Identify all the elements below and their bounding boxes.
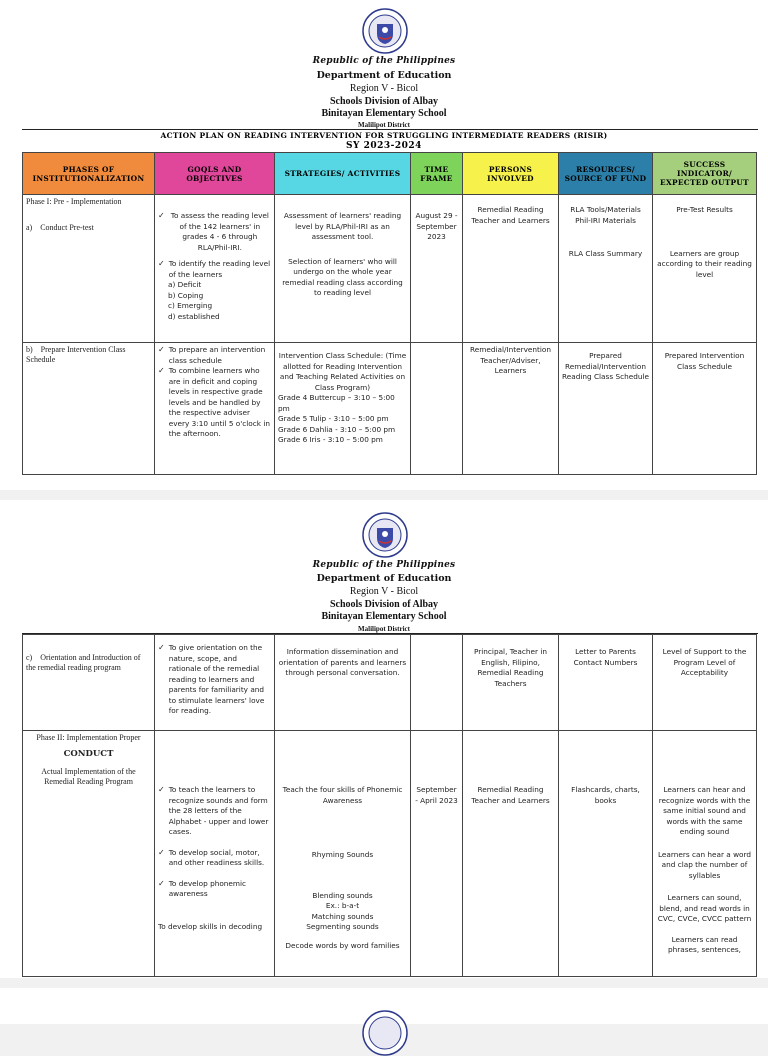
time-frame-text: August 29 - September 2023 xyxy=(415,211,458,241)
region-line: Region V - Bicol xyxy=(349,586,419,597)
action-plan-table xyxy=(22,152,757,475)
resource-text: Prepared Remedial/Intervention Reading Class Schedule xyxy=(562,351,649,381)
strategy-text: Teach the four skills of Phonemic Awareness xyxy=(282,785,403,805)
goal-text: To prepare an intervention class schedule xyxy=(168,345,266,365)
actual-implementation-label: Actual Implementation of the Remedial Reading Program xyxy=(41,767,136,786)
col-resources: RESOURCES/ SOURCE OF FUND xyxy=(559,153,653,195)
strategy-text: Information dissemination and orientation of parents and learners through personal conversation. xyxy=(278,647,407,677)
action-plan-table-continued xyxy=(22,634,757,977)
strategy-text: Decode words by word families xyxy=(285,940,400,950)
goal-text: To teach the learners to recognize sounds and form the 28 letters of the Alphabet - upper and lower cases. xyxy=(168,785,269,836)
table-row xyxy=(23,343,757,475)
level-item: a) Deficit xyxy=(168,280,202,289)
conduct-heading: CONDUCT xyxy=(63,749,114,759)
goal-text: To give orientation on the nature, scope, and rationale of the remedial reading to learners and parents for familiarity and to stimulate learners' love for reading. xyxy=(168,643,265,715)
school-line: Binitayan Elementary School xyxy=(321,108,447,119)
district-line: Malilipot District xyxy=(358,121,410,129)
resource-text: Letter to Parents Contact Numbers xyxy=(573,647,638,667)
deped-seal-icon xyxy=(362,512,408,558)
document-title: ACTION PLAN ON READING INTERVENTION FOR STRUGGLING INTERMEDIATE READERS (RISIR) xyxy=(160,131,608,140)
success-text: Learners can hear a word and clap the number of syllables xyxy=(657,849,752,880)
district-line: Malilipot District xyxy=(358,625,410,633)
persons-text: Principal, Teacher in English, Filipino, Remedial Reading Teachers xyxy=(473,647,547,688)
goal-text: To combine learners who are in deficit and coping levels in respective grade levels and be handled by the respective adviser every 3:10 until 5 o'clock in the afternoon. xyxy=(168,366,270,438)
level-item: d) established xyxy=(168,311,220,321)
schedule-item: Grade 6 Dahlia - 3:10 – 5:00 pm xyxy=(278,424,396,434)
time-frame-text: September - April 2023 xyxy=(415,785,458,805)
col-strategies: STRATEGIES/ ACTIVITIES xyxy=(275,153,411,195)
region-line: Region V - Bicol xyxy=(349,83,419,94)
level-item: b) Coping xyxy=(168,290,204,300)
department-line: Department of Education xyxy=(316,573,452,584)
strategy-item: Blending sounds xyxy=(312,890,373,900)
document-page-2 xyxy=(0,500,768,978)
school-line: Binitayan Elementary School xyxy=(321,611,447,622)
table-row xyxy=(23,731,757,977)
col-persons: PERSONS INVOLVED xyxy=(463,153,559,195)
schedule-item: Grade 4 Buttercup – 3:10 – 5:00 pm xyxy=(278,393,395,413)
republic-line: Republic of the Philippines xyxy=(312,56,456,66)
success-text: Prepared Intervention Class Schedule xyxy=(664,351,745,371)
schedule-item: Grade 5 Tulip - 3:10 – 5:00 pm xyxy=(278,414,389,423)
success-text: Learners are group according to their reading level xyxy=(657,248,752,279)
persons-text: Remedial/Intervention Teacher/Adviser, Learners xyxy=(470,345,551,375)
check-icon: ✓ xyxy=(158,785,165,794)
table-row xyxy=(23,195,757,343)
check-icon: ✓ xyxy=(158,878,165,888)
table-header-row xyxy=(23,153,757,195)
col-time-frame: TIME FRAME xyxy=(411,153,463,195)
strategy-text: Assessment of learners' reading level by RLA/Phil-IRI as an assessment tool. xyxy=(283,211,402,241)
division-line: Schools Division of Albay xyxy=(329,96,439,107)
goal-text: To assess the reading level of the 142 learners' in grades 4 - 6 through RLA/Phil-IRI. xyxy=(170,211,269,252)
goal-text: To identify the reading level of the learners xyxy=(168,259,271,279)
phase-2-label: Phase II: Implementation Proper xyxy=(36,733,141,742)
step-c-label: c) Orientation and Introduction of the remedial reading program xyxy=(26,653,141,672)
persons-text: Remedial Reading Teacher and Learners xyxy=(471,785,550,805)
check-icon: ✓ xyxy=(158,366,165,375)
table-row xyxy=(23,635,757,731)
division-line: Schools Division of Albay xyxy=(329,599,439,610)
strategy-item: Matching sounds xyxy=(311,911,374,921)
step-a-label: a) Conduct Pre-test xyxy=(26,223,94,232)
strategy-text: Rhyming Sounds xyxy=(311,850,374,859)
strategy-item: Segmenting sounds xyxy=(306,922,379,931)
deped-seal-icon xyxy=(362,1010,408,1056)
check-icon: ✓ xyxy=(158,847,165,857)
check-icon: ✓ xyxy=(158,259,165,268)
success-text: Learners can hear and recognize words with the same initial sound and words with the same ending sound xyxy=(658,785,751,836)
success-text: Learners can read phrases, sentences, xyxy=(668,934,741,954)
check-icon: ✓ xyxy=(158,211,165,220)
resource-text: RLA Class Summary xyxy=(568,249,643,258)
document-page-1 xyxy=(0,0,768,490)
goal-text: To develop skills in decoding xyxy=(158,921,263,931)
goal-text: To develop social, motor, and other readiness skills. xyxy=(168,847,265,867)
phase-1-label: Phase I: Pre - Implementation xyxy=(26,197,122,206)
success-text: Level of Support to the Program Level of Acceptability xyxy=(662,647,747,677)
strategy-text: Selection of learners' who will undergo on the whole year remedial reading class according to reading level xyxy=(282,256,403,297)
strategy-item: Ex.: b-a-t xyxy=(325,901,360,910)
persons-text: Remedial Reading Teacher and Learners xyxy=(471,205,550,225)
resource-text: Flashcards, charts, books xyxy=(571,785,640,805)
col-success: SUCCESS INDICATOR/ EXPECTED OUTPUT xyxy=(653,153,757,195)
level-item: c) Emerging xyxy=(168,301,213,310)
schedule-item: Grade 6 Iris - 3:10 – 5:00 pm xyxy=(278,435,383,444)
deped-seal-icon xyxy=(362,8,408,54)
resource-text: RLA Tools/Materials Phil-IRI Materials xyxy=(570,205,641,225)
check-icon: ✓ xyxy=(158,643,165,652)
strategy-text: Intervention Class Schedule: (Time allotted for Reading Intervention and Teaching Related Activities on Class Program) xyxy=(278,351,407,392)
department-line: Department of Education xyxy=(316,70,452,81)
school-year: SY 2023-2024 xyxy=(346,141,422,151)
success-text: Pre-Test Results xyxy=(676,205,733,214)
header-rule xyxy=(22,129,758,130)
step-b-label: b) Prepare Intervention Class Schedule xyxy=(26,345,126,364)
col-phases: PHASES OF INSTITUTIONALIZATION xyxy=(23,153,155,195)
success-text: Learners can sound, blend, and read words in CVC, CVCe, CVCC pattern xyxy=(657,893,752,923)
col-goals: GOQLS AND OBJECTIVES xyxy=(155,153,275,195)
document-page-3 xyxy=(0,988,768,1024)
check-icon: ✓ xyxy=(158,345,165,354)
republic-line: Republic of the Philippines xyxy=(312,560,456,570)
goal-text: To develop phonemic awareness xyxy=(168,878,247,898)
